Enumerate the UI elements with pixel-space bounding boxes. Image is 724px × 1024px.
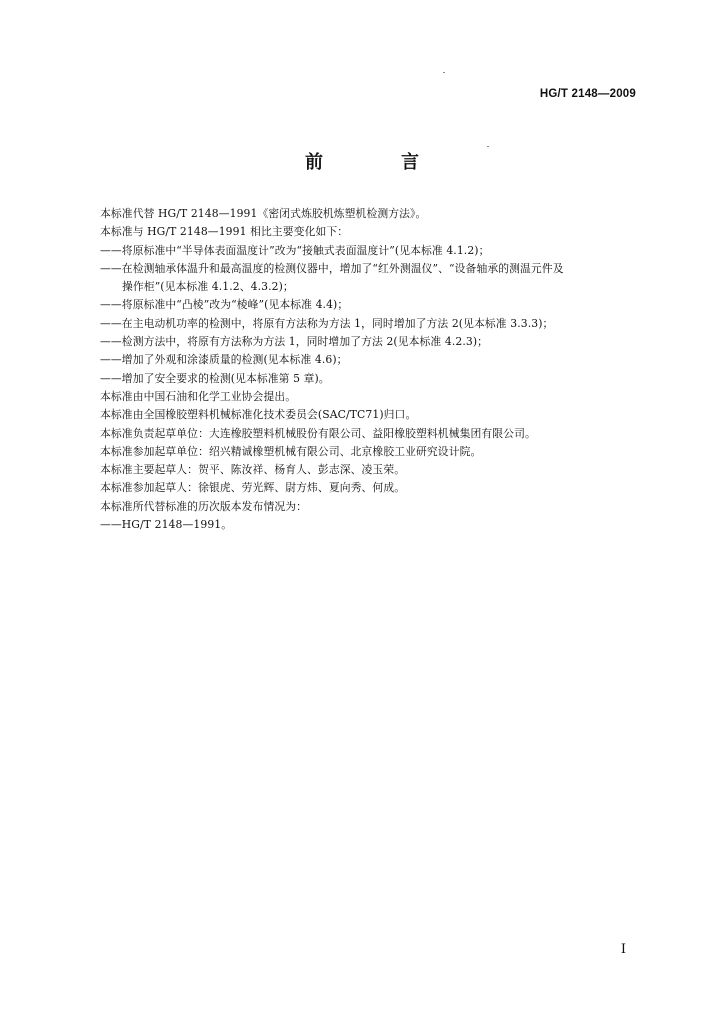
body-text — [100, 205, 645, 534]
body-line: 本标准所代替标准的历次版本发布情况为： — [100, 499, 308, 513]
body-line: 本标准主要起草人：贺平、陈汝祥、杨育人、彭志深、凌玉荣。 — [100, 463, 406, 477]
body-line: 本标准负责起草单位：大连橡胶塑料机械股份有限公司、益阳橡胶塑料机械集团有限公司。 — [100, 426, 536, 440]
scan-speck — [443, 72, 445, 73]
page-title: 前 言 — [305, 152, 449, 173]
body-line: ——HG/T 2148—1991。 — [100, 518, 233, 532]
body-line: 本标准由全国橡胶塑料机械标准化技术委员会(SAC/TC71)归口。 — [100, 408, 417, 422]
body-line: 本标准代替 HG/T 2148—1991《密闭式炼胶机炼塑机检测方法》。 — [100, 207, 427, 220]
body-line: 本标准参加起草人：徐银虎、劳光辉、尉方炜、夏向秀、何成。 — [100, 481, 406, 495]
body-line: ——在检测轴承体温升和最高温度的检测仪器中，增加了“红外测温仪”、“设备轴承的测温元件及 — [100, 261, 564, 275]
standard-code: HG/T 2148—2009 — [539, 88, 636, 100]
body-line: ——检测方法中，将原有方法称为方法 1，同时增加了方法 2(见本标准 4.2.3)； — [100, 335, 489, 349]
body-line: ——增加了安全要求的检测(见本标准第 5 章)。 — [100, 371, 330, 385]
body-line: ——增加了外观和涂漆质量的检测(见本标准 4.6)； — [100, 353, 348, 367]
scan-speck — [487, 146, 489, 147]
body-line: 操作柜”(见本标准 4.1.2、4.3.2)； — [122, 280, 294, 294]
body-line: ——将原标准中“凸棱”改为“棱峰”(见本标准 4.4)； — [100, 298, 349, 312]
body-line: 本标准由中国石油和化学工业协会提出。 — [100, 389, 297, 403]
body-line: 本标准参加起草单位：绍兴精诚橡塑机械有限公司、北京橡胶工业研究设计院。 — [100, 444, 482, 458]
body-line: ——将原标准中“半导体表面温度计”改为“接触式表面温度计”(见本标准 4.1.2)； — [100, 243, 490, 257]
body-line: 本标准与 HG/T 2148—1991 相比主要变化如下： — [100, 225, 349, 239]
body-line: ——在主电动机功率的检测中，将原有方法称为方法 1，同时增加了方法 2(见本标准 3.3.3)； — [100, 316, 554, 330]
page-number: I — [620, 942, 626, 957]
